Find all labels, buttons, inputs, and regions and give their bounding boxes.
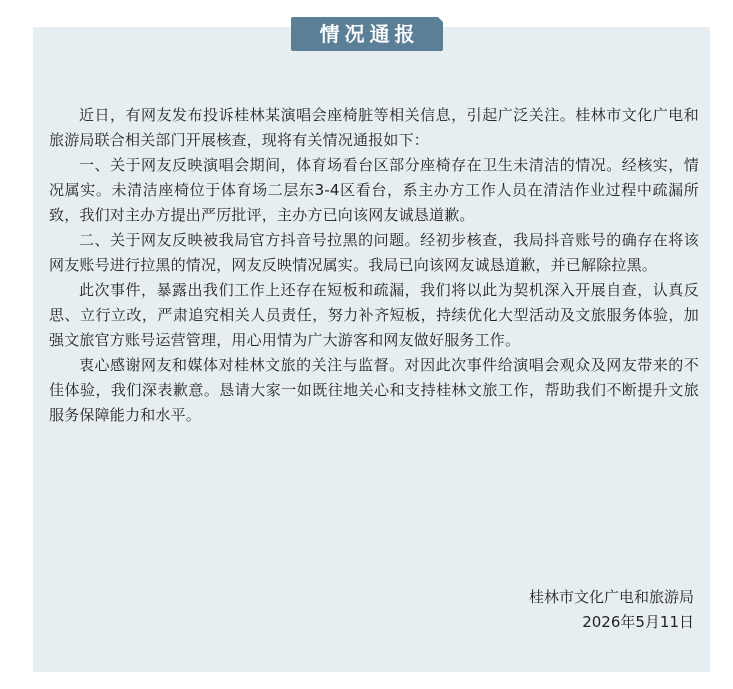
- title-banner: [291, 17, 443, 51]
- paragraph-douyin: 二、关于网友反映被我局官方抖音号拉黑的问题。经初步核查，我局抖音账号的确存在将该网友账号进行拉黑的情况，网友反映情况属实。我局已向该网友诚恳道歉，并已解除拉黑。: [49, 231, 699, 274]
- signature-org: 桂林市文化广电和旅游局: [528, 588, 694, 606]
- notice-body: [49, 103, 699, 428]
- paragraph-intro: 近日，有网友发布投诉桂林某演唱会座椅脏等相关信息，引起广泛关注。桂林市文化广电和旅游局联合相关部门开展核查，现将有关情况通报如下：: [49, 106, 699, 149]
- notice-title: 情况通报: [319, 22, 420, 46]
- paragraph-thanks: 衷心感谢网友和媒体对桂林文旅的关注与监督。对因此次事件给演唱会观众及网友带来的不佳体验，我们深表歉意。恳请大家一如既往地关心和支持桂林文旅工作，帮助我们不断提升文旅服务保障能力和水平。: [49, 356, 699, 424]
- paragraph-reflection: 此次事件，暴露出我们工作上还存在短板和疏漏，我们将以此为契机深入开展自查，认真反思、立行立改，严肃追究相关人员责任，努力补齐短板，持续优化大型活动及文旅服务体验，加强文旅官方账号运营管理，用心用情为广大游客和网友做好服务工作。: [49, 281, 699, 349]
- signature-date: 2026年5月11日: [582, 613, 694, 631]
- signature-block: [529, 585, 694, 635]
- paragraph-seats: 一、关于网友反映演唱会期间，体育场看台区部分座椅存在卫生未清洁的情况。经核实，情况属实。未清洁座椅位于体育场二层东3-4区看台，系主办方工作人员在清洁作业过程中疏漏所致，我们对主办方提出严厉批评，主办方已向该网友诚恳道歉。: [49, 156, 699, 224]
